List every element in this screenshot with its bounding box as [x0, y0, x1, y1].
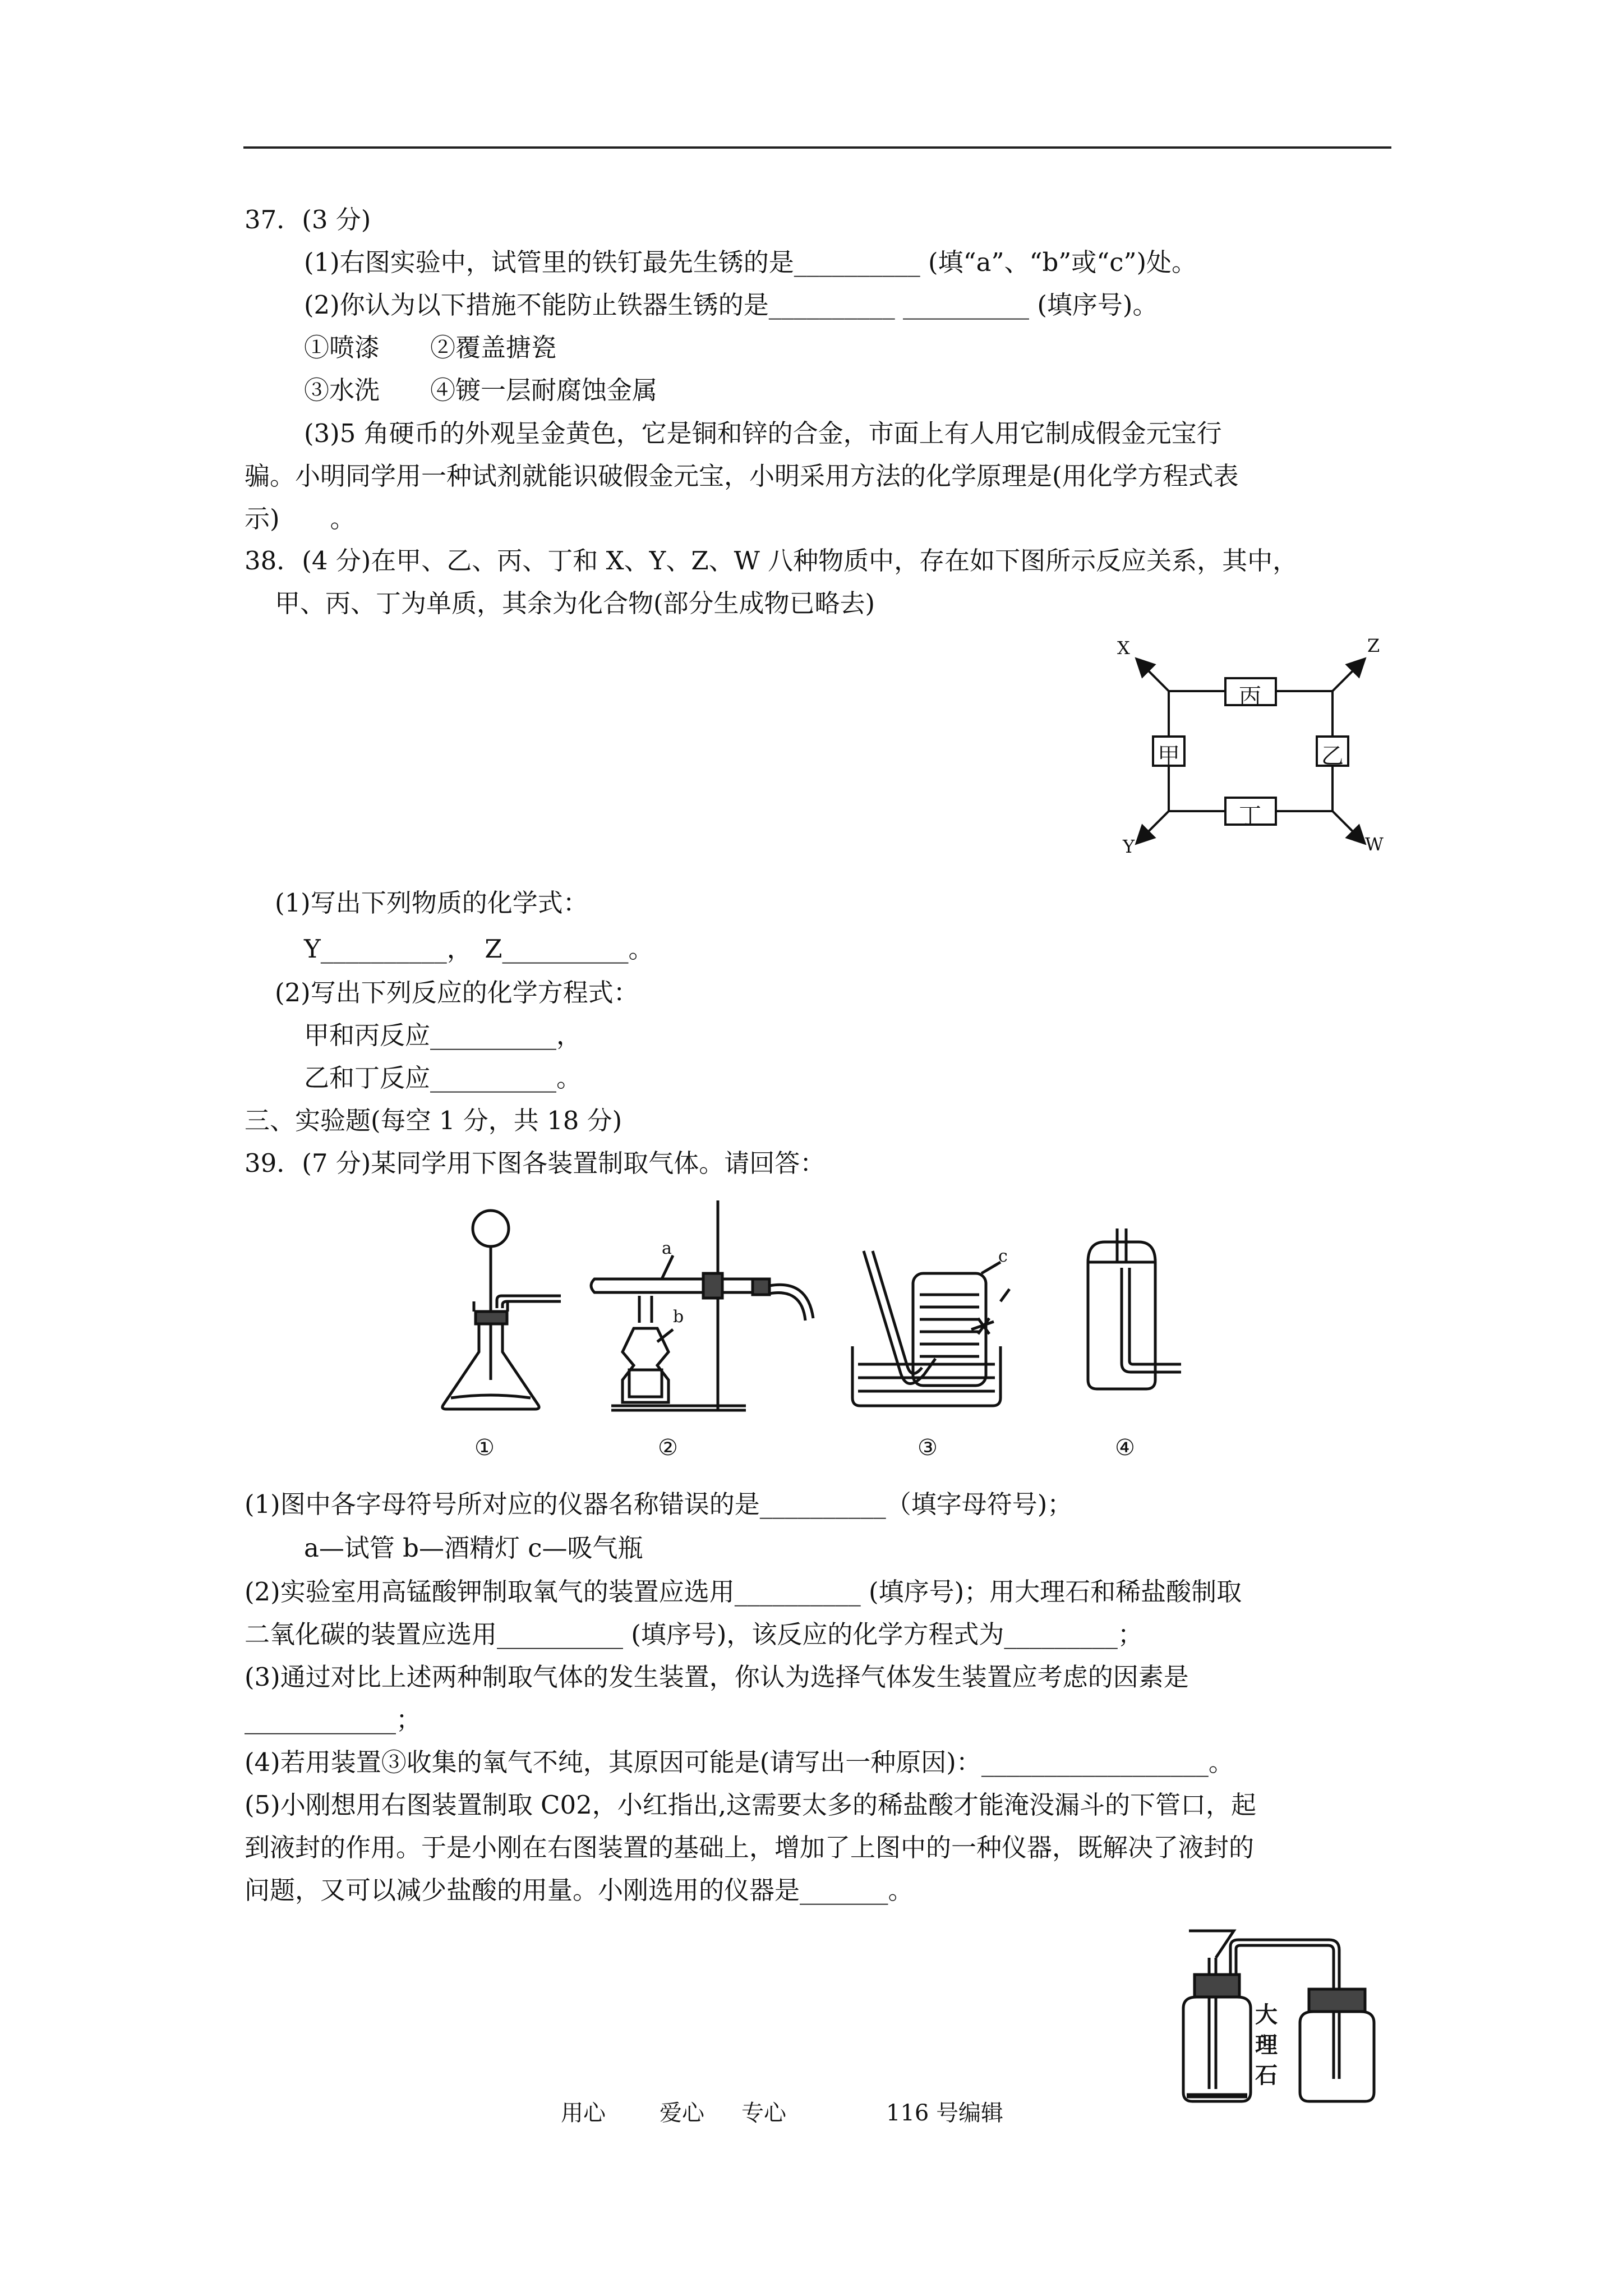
footer-item-2: 爱心: [660, 2100, 704, 2126]
q39-p1-options: a—试管 b—酒精灯 c—吸气瓶: [304, 1533, 643, 1563]
label-w: W: [1365, 834, 1384, 855]
node-bing: 丙: [1239, 684, 1261, 710]
q38-sub2-a: 甲和丙反应__________，: [304, 1020, 582, 1050]
marble-label-3: 石: [1255, 2062, 1278, 2088]
q37-options-row2: ③水洗 ④镀一层耐腐蚀金属: [304, 375, 658, 405]
label-x: X: [1117, 637, 1130, 659]
q38-line2: 甲、丙、丁为单质，其余为化合物(部分生成物已略去): [275, 588, 875, 618]
label-y: Y: [1123, 836, 1135, 857]
q39-line1: 39．(7 分)某同学用下图各装置制取气体。请回答：: [245, 1148, 826, 1178]
q38-sub2-b: 乙和丁反应__________。: [304, 1063, 582, 1093]
q38-sub1-answers: Y__________， Z__________。: [304, 934, 654, 964]
q39-p3a: (3)通过对比上述两种制取气体的发生装置，你认为选择气体发生装置应考虑的因素是: [245, 1662, 1189, 1692]
apparatus-2-label: ②: [658, 1435, 678, 1461]
apparatus-1-label: ①: [474, 1435, 495, 1461]
q38-sub1: (1)写出下列物质的化学式：: [275, 888, 588, 918]
q39-p2a: (2)实验室用高锰酸钾制取氧气的装置应选用__________ (填序号)；用大理石和稀盐酸制取: [245, 1577, 1242, 1607]
q37-line3c: 示) 。: [245, 504, 356, 533]
apparatus-figure: [426, 1195, 1223, 1464]
node-yi: 乙: [1321, 743, 1344, 769]
q39-p2b: 二氧化碳的装置应选用__________ (填序号)，该反应的化学方程式为_________；: [245, 1619, 1143, 1649]
marble-label-1: 大: [1255, 2001, 1278, 2028]
q39-p5b: 到液封的作用。于是小刚在右图装置的基础上，增加了上图中的一种仪器，既解决了液封的: [245, 1833, 1255, 1862]
header-rule: [243, 146, 1391, 149]
q39-p3b: ____________；: [245, 1705, 422, 1734]
co2-apparatus-figure: [1161, 1924, 1402, 2109]
footer-item-1: 用心: [561, 2100, 606, 2126]
section-3-heading: 三、实验题(每空 1 分，共 18 分): [245, 1106, 623, 1135]
marble-label-2: 理: [1255, 2032, 1278, 2058]
q39-p4: (4)若用装置③收集的氧气不纯，其原因可能是(请写出一种原因)：__________________。: [245, 1747, 1234, 1777]
q37-line3a: (3)5 角硬币的外观呈金黄色，它是铜和锌的合金，市面上有人用它制成假金元宝行: [304, 418, 1222, 448]
q37-line3b: 骗。小明同学用一种试剂就能识破假金元宝，小明采用方法的化学原理是(用化学方程式表: [245, 461, 1239, 491]
label-b: b: [673, 1307, 684, 1327]
q37-title: 37．(3 分): [245, 205, 371, 234]
q37-line1: (1)右图实验中，试管里的铁钉最先生锈的是__________ (填“a”、“b”或“c”)处。: [304, 247, 1197, 277]
apparatus-3-label: ③: [917, 1435, 938, 1461]
footer-item-4: 116 号编辑: [886, 2100, 1004, 2126]
node-ding: 丁: [1239, 803, 1261, 829]
node-jia: 甲: [1158, 743, 1180, 769]
reaction-diagram: [1116, 635, 1396, 864]
label-z: Z: [1367, 635, 1380, 656]
q39-p5a: (5)小刚想用右图装置制取 C02，小红指出,这需要太多的稀盐酸才能淹没漏斗的下管口，起: [245, 1790, 1257, 1820]
q39-p5c: 问题，又可以减少盐酸的用量。小刚选用的仪器是_______。: [245, 1875, 914, 1905]
label-a: a: [662, 1239, 672, 1258]
q39-p1: (1)图中各字母符号所对应的仪器名称错误的是__________（填字母符号)；: [245, 1489, 1073, 1519]
q37-options-row1: ①喷漆 ②覆盖搪瓷: [304, 333, 557, 362]
q38-sub2: (2)写出下列反应的化学方程式：: [275, 978, 639, 1007]
apparatus-4-label: ④: [1115, 1435, 1135, 1461]
page-footer: [561, 2095, 1003, 2127]
label-c: c: [998, 1246, 1008, 1266]
q37-line2: (2)你认为以下措施不能防止铁器生锈的是__________ __________ (填序号)。: [304, 290, 1158, 320]
footer-item-3: 专心: [741, 2100, 786, 2126]
q38-line1: 38．(4 分)在甲、乙、丙、丁和 X、Y、Z、W 八种物质中，存在如下图所示反应关系，其中，: [245, 546, 1298, 576]
